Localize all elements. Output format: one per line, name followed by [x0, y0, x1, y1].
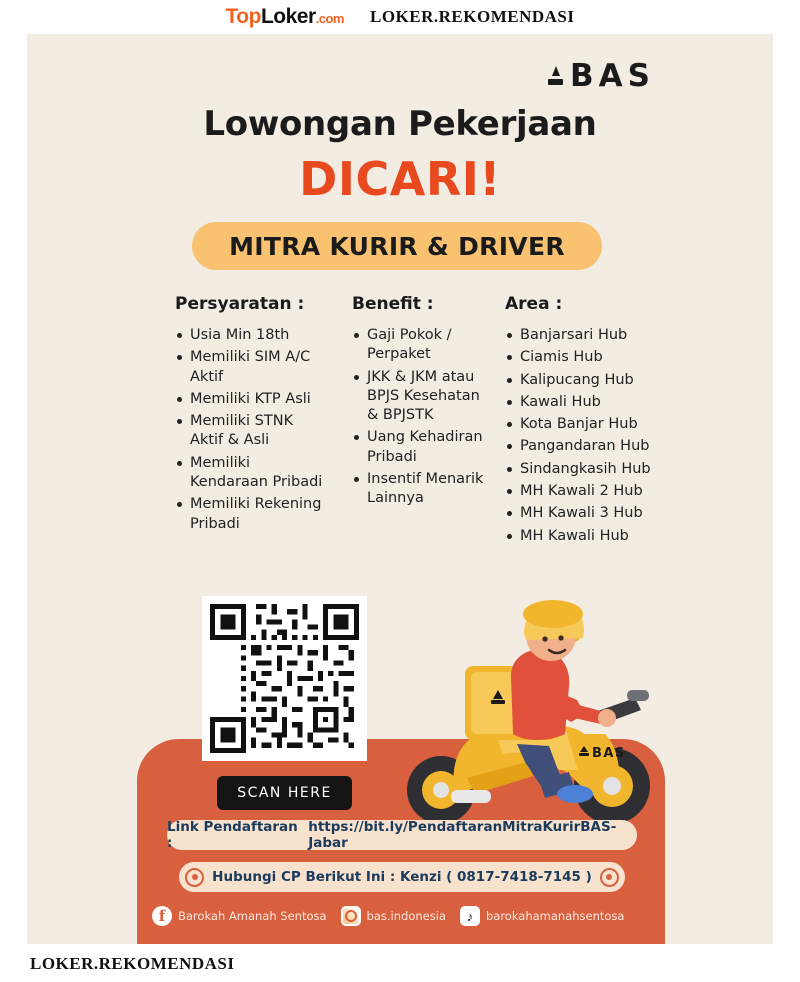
courier-illustration — [399, 594, 669, 842]
position-label: MITRA KURIR & DRIVER — [229, 231, 565, 261]
list-item: Banjarsari Hub — [505, 326, 685, 345]
bas-mark-icon — [548, 66, 563, 86]
social-links — [152, 902, 652, 930]
bas-wordmark: BAS — [570, 58, 655, 94]
list-item: Memiliki SIM A/C Aktif — [175, 348, 325, 387]
facebook-handle: Barokah Amanah Sentosa — [178, 909, 327, 923]
list-item: Memiliki Kendaraan Pribadi — [175, 454, 325, 493]
phone-ring-left-icon — [185, 868, 204, 887]
registration-link-bar[interactable] — [167, 820, 637, 850]
logo-com-text: .com — [315, 11, 344, 26]
facebook-icon: f — [152, 906, 172, 926]
list-item: Ciamis Hub — [505, 348, 685, 367]
watermark-bar — [0, 0, 800, 34]
registration-url[interactable]: https://bit.ly/PendaftaranMitraKurirBAS-Jabar — [308, 819, 617, 851]
list-item: Pangandaran Hub — [505, 437, 685, 456]
list-item: Insentif Menarik Lainnya — [352, 470, 492, 509]
toploker-logo — [226, 5, 344, 29]
list-item: MH Kawali Hub — [505, 527, 685, 546]
instagram-icon — [341, 906, 361, 926]
watermark-bottom: LOKER.REKOMENDASI — [30, 954, 235, 973]
list-item: JKK & JKM atau BPJS Kesehatan & BPJSTK — [352, 368, 492, 426]
list-item: Kawali Hub — [505, 393, 685, 412]
job-poster — [27, 34, 773, 944]
list-item: Usia Min 18th — [175, 326, 325, 345]
scan-here-label: SCAN HERE — [237, 785, 332, 801]
scan-here-button[interactable] — [217, 776, 352, 810]
bas-logo — [548, 58, 655, 94]
column-title: Area : — [505, 294, 563, 314]
list-item: MH Kawali 2 Hub — [505, 482, 685, 501]
column-persyaratan — [175, 294, 325, 537]
instagram-handle: bas.indonesia — [366, 909, 446, 923]
svg-text:BAS: BAS — [592, 746, 626, 761]
qr-code[interactable] — [202, 596, 367, 761]
watermark-right: LOKER.REKOMENDASI — [369, 7, 575, 26]
column-area — [505, 294, 685, 549]
list-item: Sindangkasih Hub — [505, 460, 685, 479]
list-item: Uang Kehadiran Pribadi — [352, 428, 492, 467]
list-item: MH Kawali 3 Hub — [505, 504, 685, 523]
contact-bar — [179, 862, 625, 892]
social-instagram[interactable] — [341, 906, 446, 926]
column-title: Persyaratan : — [175, 294, 305, 314]
area-list — [505, 326, 685, 546]
list-item: Gaji Pokok / Perpaket — [352, 326, 492, 365]
logo-loker-text: Loker — [260, 5, 316, 28]
qr-code-image — [210, 604, 359, 753]
logo-top-text: Top — [225, 5, 261, 28]
poster-headline: DICARI! — [299, 152, 501, 206]
poster-heading: Lowongan Pekerjaan — [203, 104, 597, 144]
column-benefit — [352, 294, 492, 512]
social-tiktok[interactable] — [460, 906, 625, 926]
list-item: Kota Banjar Hub — [505, 415, 685, 434]
list-item: Memiliki Rekening Pribadi — [175, 495, 325, 534]
tiktok-handle: barokahamanahsentosa — [485, 909, 625, 923]
tiktok-icon: ♪ — [460, 906, 480, 926]
column-title: Benefit : — [352, 294, 434, 314]
position-pill — [192, 222, 602, 270]
requirements-list — [175, 326, 325, 534]
benefit-list — [352, 326, 492, 509]
list-item: Memiliki KTP Asli — [175, 390, 325, 409]
info-columns — [27, 294, 773, 594]
phone-ring-right-icon — [600, 868, 619, 887]
registration-label: Link Pendaftaran : — [167, 819, 298, 851]
social-facebook[interactable] — [152, 906, 327, 926]
list-item: Kalipucang Hub — [505, 371, 685, 390]
contact-text: Hubungi CP Berikut Ini : Kenzi ( 0817-7418-7145 ) — [212, 869, 592, 885]
list-item: Memiliki STNK Aktif & Asli — [175, 412, 325, 451]
